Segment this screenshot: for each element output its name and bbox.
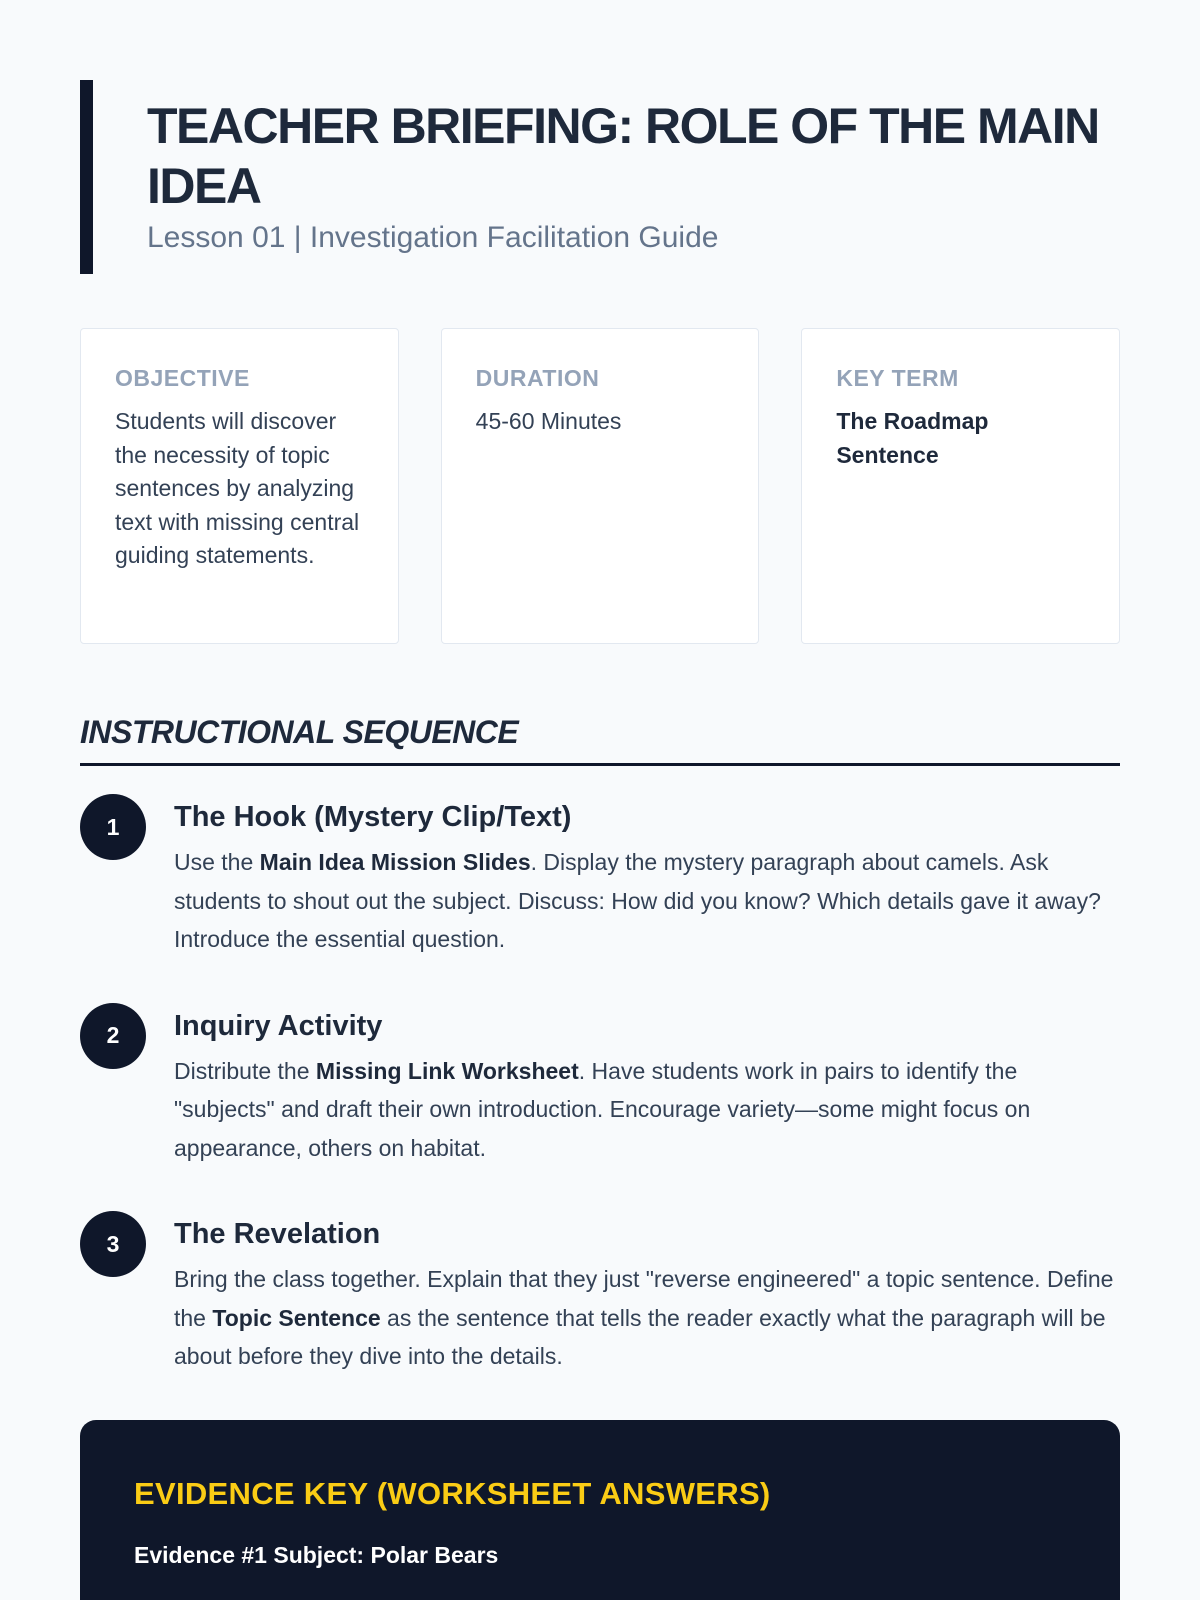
step-title: The Hook (Mystery Clip/Text): [174, 801, 572, 833]
step-number-badge: 1: [80, 794, 146, 860]
step-body-text: . Display the mystery paragraph about camels. Ask students to shout out the subject. Discuss: How did you know? Which details gave it away? Introduce the essential question.: [174, 849, 1101, 952]
step-number-badge: 3: [80, 1211, 146, 1277]
objective-card: [80, 328, 399, 644]
page-title: TEACHER BRIEFING: ROLE OF THE MAIN IDEA: [147, 98, 1099, 214]
step-body: [174, 1052, 1120, 1168]
page-header: [80, 80, 1120, 274]
evidence-key-title: EVIDENCE KEY (WORKSHEET ANSWERS): [134, 1475, 771, 1511]
sequence-step: [80, 794, 1120, 959]
sequence-steps: [80, 794, 1120, 1376]
sequence-step: [80, 1211, 1120, 1376]
evidence-item: Evidence #1 Subject: Polar Bears: [134, 1541, 499, 1568]
step-title: Inquiry Activity: [174, 1009, 383, 1042]
step-body-emphasis: Main Idea Mission Slides: [259, 849, 531, 875]
step-number-badge: 2: [80, 1003, 146, 1069]
key-term-label: KEY TERM: [836, 365, 959, 391]
page-subtitle: Lesson 01 | Investigation Facilitation Guide: [147, 221, 719, 254]
step-body-text: as the sentence that tells the reader exactly what the paragraph will be about before they dive into the details.: [174, 1304, 1106, 1369]
sequence-step: [80, 1003, 1120, 1168]
info-cards: [80, 328, 1120, 644]
key-term-card: [801, 328, 1120, 644]
key-term-value: The Roadmap Sentence: [836, 408, 989, 468]
step-title: The Revelation: [174, 1218, 381, 1250]
step-body: [174, 843, 1120, 959]
evidence-key-panel: [80, 1420, 1120, 1600]
duration-card: [441, 328, 760, 644]
step-body-text: Bring the class together. Explain that they just "reverse engineered" a topic sentence. Define the: [174, 1266, 1114, 1331]
objective-value: Students will discover the necessity of topic sentences by analyzing text with missing central guiding statements.: [115, 408, 360, 568]
objective-label: OBJECTIVE: [115, 365, 250, 391]
duration-value: 45-60 Minutes: [475, 408, 622, 434]
step-body-text: . Have students work in pairs to identify the "subjects" and draft their own introduction. Encourage variety—some might focus on appearance, others on habitat.: [174, 1057, 1031, 1161]
step-body: [174, 1260, 1120, 1376]
step-body-emphasis: Missing Link Worksheet: [315, 1057, 579, 1084]
duration-label: DURATION: [475, 365, 600, 391]
step-body-emphasis: Topic Sentence: [212, 1304, 381, 1331]
step-body-text: Use the: [174, 849, 260, 875]
sequence-section-title: INSTRUCTIONAL SEQUENCE: [80, 714, 1120, 766]
step-body-text: Distribute the: [174, 1057, 316, 1084]
